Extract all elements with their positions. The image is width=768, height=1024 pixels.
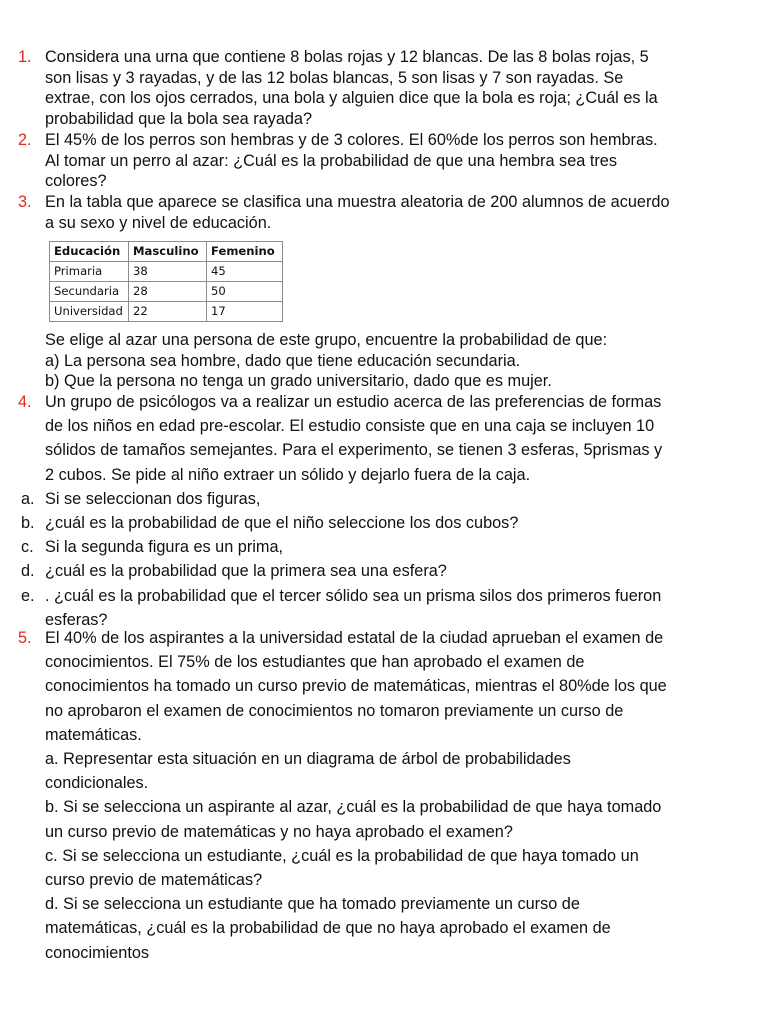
problem-text-line: conocimientos [45, 943, 150, 962]
problem-text-line: En la tabla que aparece se clasifica una muestra aleatoria de 200 alumnos de acuerdo [45, 193, 670, 211]
subitem-letter: c. [21, 538, 34, 557]
problem-1 [18, 47, 728, 129]
problem-text-line: conocimientos. El 75% de los estudiantes que han aprobado el examen de [45, 653, 585, 672]
table-cell: 28 [129, 282, 207, 302]
problem-text-line: a su sexo y nivel de educación. [45, 213, 272, 232]
problem-text-line: son lisas y 3 rayadas, y de las 12 bolas blancas, 5 son lisas y 7 son rayadas. Se [45, 68, 624, 87]
subitem-b [18, 511, 728, 535]
table-cell: 38 [129, 262, 207, 282]
table-header-cell: Educación [50, 242, 129, 262]
problem-text-line: condicionales. [45, 774, 149, 793]
problem-number: 4. [18, 393, 32, 411]
problem-text-line: d. Si se selecciona un estudiante que ha tomado previamente un curso de [45, 895, 580, 914]
table-header-row [50, 242, 283, 262]
problem-3 [18, 192, 728, 233]
subitem-letter: a. [21, 489, 35, 508]
problem-number: 1. [18, 48, 32, 66]
table-row [50, 282, 283, 302]
table-header-cell: Masculino [129, 242, 207, 262]
subitem-d [18, 559, 728, 583]
problem-text-line: a. Representar esta situación en un diagrama de árbol de probabilidades [45, 750, 571, 769]
problem-text-line: probabilidad que la bola sea rayada? [45, 109, 313, 128]
problem-text-line: Al tomar un perro al azar: ¿Cuál es la probabilidad de que una hembra sea tres [45, 151, 617, 170]
problem-text-line: sólidos de tamaños semejantes. Para el experimento, se tienen 3 esferas, 5prismas y [45, 441, 663, 460]
subitem-letter: b. [21, 514, 35, 533]
problem-text-line: Se elige al azar una persona de este grupo, encuentre la probabilidad de que: [45, 331, 608, 349]
problem-text-line: El 45% de los perros son hembras y de 3 colores. El 60%de los perros son hembras. [45, 131, 658, 149]
problem-text-line: El 40% de los aspirantes a la universidad estatal de la ciudad aprueban el examen de [45, 629, 664, 647]
problem-number: 5. [18, 629, 32, 647]
problem-2 [18, 130, 728, 192]
problem-text-line: 2 cubos. Se pide al niño extraer un sólido y dejarlo fuera de la caja. [45, 465, 531, 484]
subitem-letter: d. [21, 562, 35, 581]
table-cell: 17 [207, 302, 283, 322]
table-row [50, 302, 283, 322]
problem-text-line: Considera una urna que contiene 8 bolas rojas y 12 blancas. De las 8 bolas rojas, 5 [45, 48, 649, 66]
table-row [50, 262, 283, 282]
problem-text-line: Un grupo de psicólogos va a realizar un estudio acerca de las preferencias de formas [45, 393, 662, 411]
problem-text-line: b. Si se selecciona un aspirante al azar, ¿cuál es la probabilidad de que haya tomado [45, 798, 662, 817]
table-cell: 45 [207, 262, 283, 282]
table-cell: Primaria [50, 262, 129, 282]
subitem-a [18, 487, 728, 511]
problem-text-line: a) La persona sea hombre, dado que tiene educación secundaria. [45, 351, 521, 370]
table-cell: Secundaria [50, 282, 129, 302]
problem-text-line: no aprobaron el examen de conocimientos no tomaron previamente un curso de [45, 701, 624, 720]
problem-text-line: colores? [45, 172, 107, 191]
problem-text-line: de los niños en edad pre-escolar. El estudio consiste que en una caja se incluyen 10 [45, 417, 655, 436]
subitem-text: Si se seleccionan dos figuras, [45, 489, 261, 508]
problem-text-line: b) Que la persona no tenga un grado universitario, dado que es mujer. [45, 372, 552, 391]
table-cell: 50 [207, 282, 283, 302]
problem-text-line: conocimientos ha tomado un curso previo de matemáticas, mientras el 80%de los que [45, 677, 667, 696]
problem-text-line: un curso previo de matemáticas y no haya aprobado el examen? [45, 822, 513, 841]
problem-text-line: matemáticas, ¿cuál es la probabilidad de que no haya aprobado el examen de [45, 919, 611, 938]
table-header-cell: Femenino [207, 242, 283, 262]
subitem-e [18, 584, 728, 632]
subitem-c [18, 535, 728, 559]
problem-3-questions [18, 330, 728, 392]
problem-5 [18, 626, 728, 965]
problem-4 [18, 390, 728, 632]
subitem-letter: e. [21, 586, 35, 605]
problem-number: 3. [18, 193, 32, 211]
problem-number: 2. [18, 131, 32, 149]
problem-text-line: curso previo de matemáticas? [45, 871, 263, 890]
subitem-text: ¿cuál es la probabilidad que la primera sea una esfera? [45, 562, 447, 581]
subitem-text: . ¿cuál es la probabilidad que el tercer sólido sea un prisma silos dos primeros fueron [45, 586, 662, 605]
problem-text-line: c. Si se selecciona un estudiante, ¿cuál es la probabilidad de que haya tomado un [45, 846, 639, 865]
problem-text-line: extrae, con los ojos cerrados, una bola y alguien dice que la bola es roja; ¿Cuál es la [45, 89, 658, 108]
subitem-text: ¿cuál es la probabilidad de que el niño seleccione los dos cubos? [45, 514, 519, 533]
table-cell: Universidad [50, 302, 129, 322]
table-cell: 22 [129, 302, 207, 322]
subitem-text: esferas? [45, 610, 108, 629]
problem-text-line: matemáticas. [45, 725, 142, 744]
subitem-text: Si la segunda figura es un prima, [45, 538, 284, 557]
education-table [49, 241, 283, 322]
